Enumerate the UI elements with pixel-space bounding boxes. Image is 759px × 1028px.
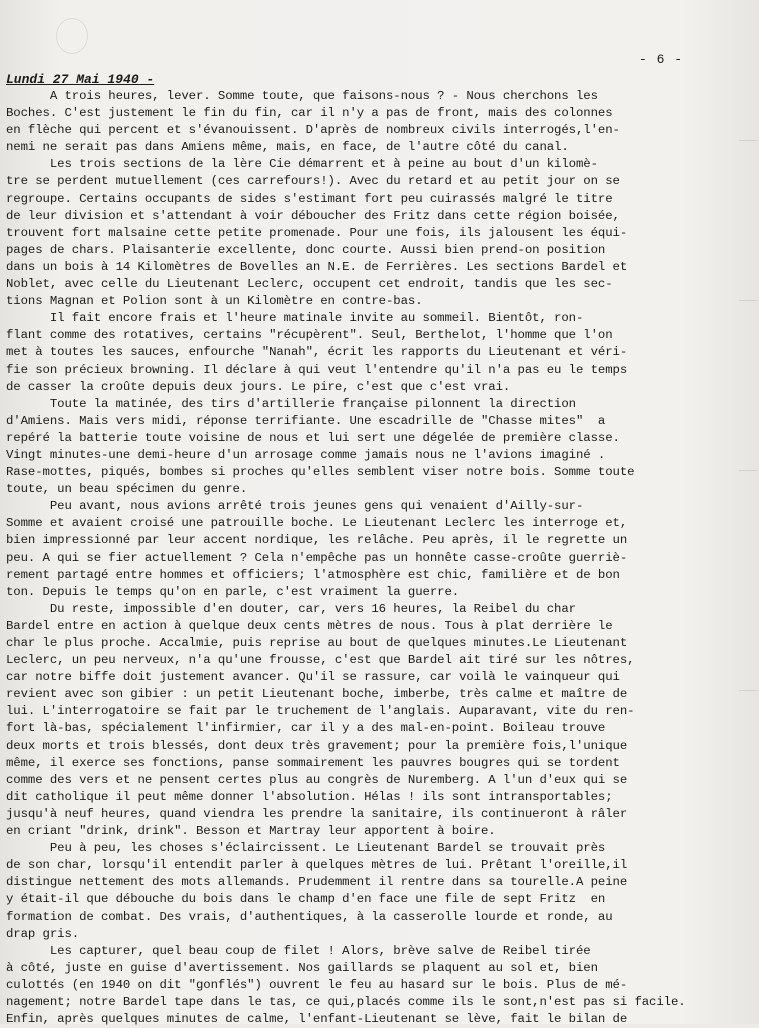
text-line: de leur division et s'attendant à voir déboucher des Fritz dans cette région boisée, bbox=[6, 208, 620, 223]
text-line: Les capturer, quel beau coup de filet ! Alors, brève salve de Reibel tirée bbox=[6, 943, 591, 958]
text-line: deux morts et trois blessés, dont deux très gravement; pour la première fois,l'unique bbox=[6, 738, 628, 753]
text-line: met à toutes les sauces, enfourche "Nanah", écrit les rapports du Lieutenant et véri- bbox=[6, 345, 628, 360]
bleed-through-mark bbox=[739, 470, 757, 477]
text-line: drap gris. bbox=[6, 926, 80, 941]
text-line: rement partagé entre hommes et officiers; l'atmosphère est chic, familière et de bon bbox=[6, 567, 620, 582]
text-line: tre se perdent mutuellement (ces carrefours!). Avec du retard et au petit jour on se bbox=[6, 174, 620, 189]
text-line: flant comme des rotatives, certains "récupèrent". Seul, Berthelot, l'homme que l'on bbox=[6, 328, 613, 343]
text-line: A trois heures, lever. Somme toute, que faisons-nous ? - Nous cherchons les bbox=[6, 89, 598, 103]
text-line: car notre biffe doit justement avancer. Qu'il se rassure, car voilà le vainqueur qui bbox=[6, 670, 620, 685]
text-line: en flèche qui percent et s'évanouissent. D'après de nombreux civils interrogés,l'en- bbox=[6, 123, 620, 138]
text-line: distingue nettement des mots allemands. Prudemment il rentre dans sa tourelle.A peine bbox=[6, 875, 628, 890]
text-line: fie son précieux browning. Il déclare à qui veut l'entendre qu'il n'a pas eu le temps bbox=[6, 362, 628, 377]
text-line: nagement; notre Bardel tape dans le tas, ce qui,placés comme ils le sont,n'est pas si facile. bbox=[6, 994, 686, 1009]
text-line: trouvent fort malsaine cette petite promenade. Pour une fois, ils jalousent les équi- bbox=[6, 225, 628, 240]
bleed-through-mark bbox=[739, 140, 757, 147]
text-line: en criant "drink, drink". Besson et Martray leur apportent à boire. bbox=[6, 824, 496, 839]
text-line: revient avec son gibier : un petit Lieutenant boche, imberbe, très calme et maître de bbox=[6, 687, 628, 702]
text-line: Les trois sections de la lère Cie démarrent et à peine au bout d'un kilomè- bbox=[6, 157, 598, 172]
text-line: peu. A qui se fier actuellement ? Cela n'empêche pas un honnête casse-croûte guerriè- bbox=[6, 550, 628, 565]
date-heading: Lundi 27 Mai 1940 - bbox=[6, 72, 155, 87]
text-line: Somme et avaient croisé une patrouille boche. Le Lieutenant Leclerc les interroge et, bbox=[6, 516, 628, 531]
page-number: - 6 - bbox=[638, 52, 683, 67]
text-line: Vingt minutes-une demi-heure d'un arrosage comme jamais nous ne l'avions imaginé . bbox=[6, 447, 606, 462]
body-text bbox=[6, 88, 751, 1028]
text-line: Peu avant, nous avions arrêté trois jeunes gens qui venaient d'Ailly-sur- bbox=[6, 499, 584, 514]
text-line: dans un bois à 14 Kilomètres de Bovelles an N.E. de Ferrières. Les sections Bardel et bbox=[6, 259, 628, 274]
text-line: de casser la croûte depuis deux jours. Le pire, c'est que c'est vrai. bbox=[6, 379, 511, 394]
text-line: jusqu'à neuf heures, quand viendra les prendre la sanitaire, ils continueront à râler bbox=[6, 806, 628, 821]
text-line: Il fait encore frais et l'heure matinale invite au sommeil. Bientôt, ron- bbox=[6, 311, 584, 326]
text-line: culottés (en 1940 on dit "gonflés") ouvrent le feu au hasard sur le bois. Plus de mé- bbox=[6, 977, 628, 992]
text-line: Enfin, après quelques minutes de calme, l'enfant-Lieutenant se lève, fait le bilan de bbox=[6, 1012, 628, 1027]
text-line: même, il exerce ses fonctions, panse sommairement les pauvres bougres qui se tordent bbox=[6, 755, 620, 770]
text-line: Rase-mottes, piqués, bombes si proches qu'elles semblent viser notre bois. Somme toute bbox=[6, 465, 635, 480]
text-line: Toute la matinée, des tirs d'artillerie française pilonnent la direction bbox=[6, 396, 576, 411]
text-line: Bardel entre en action à quelque deux cents mètres de nous. Tous à plat derrière le bbox=[6, 618, 613, 633]
text-line: Noblet, avec celle du Lieutenant Leclerc, occupent cet endroit, tandis que les sec- bbox=[6, 277, 613, 292]
text-line: Boches. C'est justement le fin du fin, car il n'y a pas de front, mais des colonnes bbox=[6, 106, 613, 121]
text-line: Leclerc, un peu nerveux, n'a qu'une frousse, c'est que Bardel ait tiré sur les nôtres, bbox=[6, 653, 635, 668]
text-line: regroupe. Certains occupants de sides s'estimant fort peu cuirassés malgré le titre bbox=[6, 191, 613, 206]
text-line: formation de combat. Des vrais, d'authentiques, à la casserolle lourde et ronde, au bbox=[6, 909, 613, 924]
text-line: de son char, lorsqu'il entendit parler à quelques mètres de lui. Prêtant l'oreille,il bbox=[6, 858, 628, 873]
margin-mark bbox=[56, 18, 88, 54]
bleed-through-mark bbox=[739, 300, 757, 307]
text-line: à côté, juste en guise d'avertissement. Nos gaillards se plaquent au sol et, bien bbox=[6, 960, 598, 975]
text-line: fort là-bas, spécialement l'infirmier, car il y a des mal-en-point. Boileau trouve bbox=[6, 721, 606, 736]
text-line: Peu à peu, les choses s'éclaircissent. Le Lieutenant Bardel se trouvait près bbox=[6, 841, 606, 856]
text-line: Du reste, impossible d'en douter, car, vers 16 heures, la Reibel du char bbox=[6, 601, 576, 616]
bleed-through-mark bbox=[739, 690, 757, 697]
text-line: repéré la batterie toute voisine de nous et lui sert une dégelée de première classe. bbox=[6, 430, 620, 445]
text-line: nemi ne serait pas dans Amiens même, mais, en face, de l'autre côté du canal. bbox=[6, 140, 569, 155]
text-line: tions Magnan et Polion sont à un Kilomètre en contre-bas. bbox=[6, 294, 423, 309]
text-line: dit catholique il peut même donner l'absolution. Hélas ! ils sont intransportables; bbox=[6, 789, 613, 804]
text-line: char le plus proche. Accalmie, puis reprise au bout de quelques minutes.Le Lieutenant bbox=[6, 636, 628, 650]
text-line: toute, un beau spécimen du genre. bbox=[6, 482, 248, 497]
text-line: d'Amiens. Mais vers midi, réponse terrifiante. Une escadrille de "Chasse mites" a bbox=[6, 413, 606, 428]
text-line: bien impressionné par leur accent nordique, les relâche. Peu après, il le regrette un bbox=[6, 533, 628, 548]
text-line: ton. Depuis le temps qu'on en parle, c'est vraiment la guerre. bbox=[6, 584, 460, 599]
text-line: comme des vers et ne pensent certes plus au congrès de Nuremberg. A l'un d'eux qui se bbox=[6, 772, 628, 787]
text-line: y était-il que débouche du bois dans le champ d'en face une file de sept Fritz en bbox=[6, 892, 606, 907]
text-line: pages de chars. Plaisanterie excellente, donc courte. Aussi bien prend-on position bbox=[6, 242, 606, 257]
text-line: lui. L'interrogatoire se fait par le truchement de l'anglais. Auparavant, vite du ren- bbox=[6, 704, 635, 719]
